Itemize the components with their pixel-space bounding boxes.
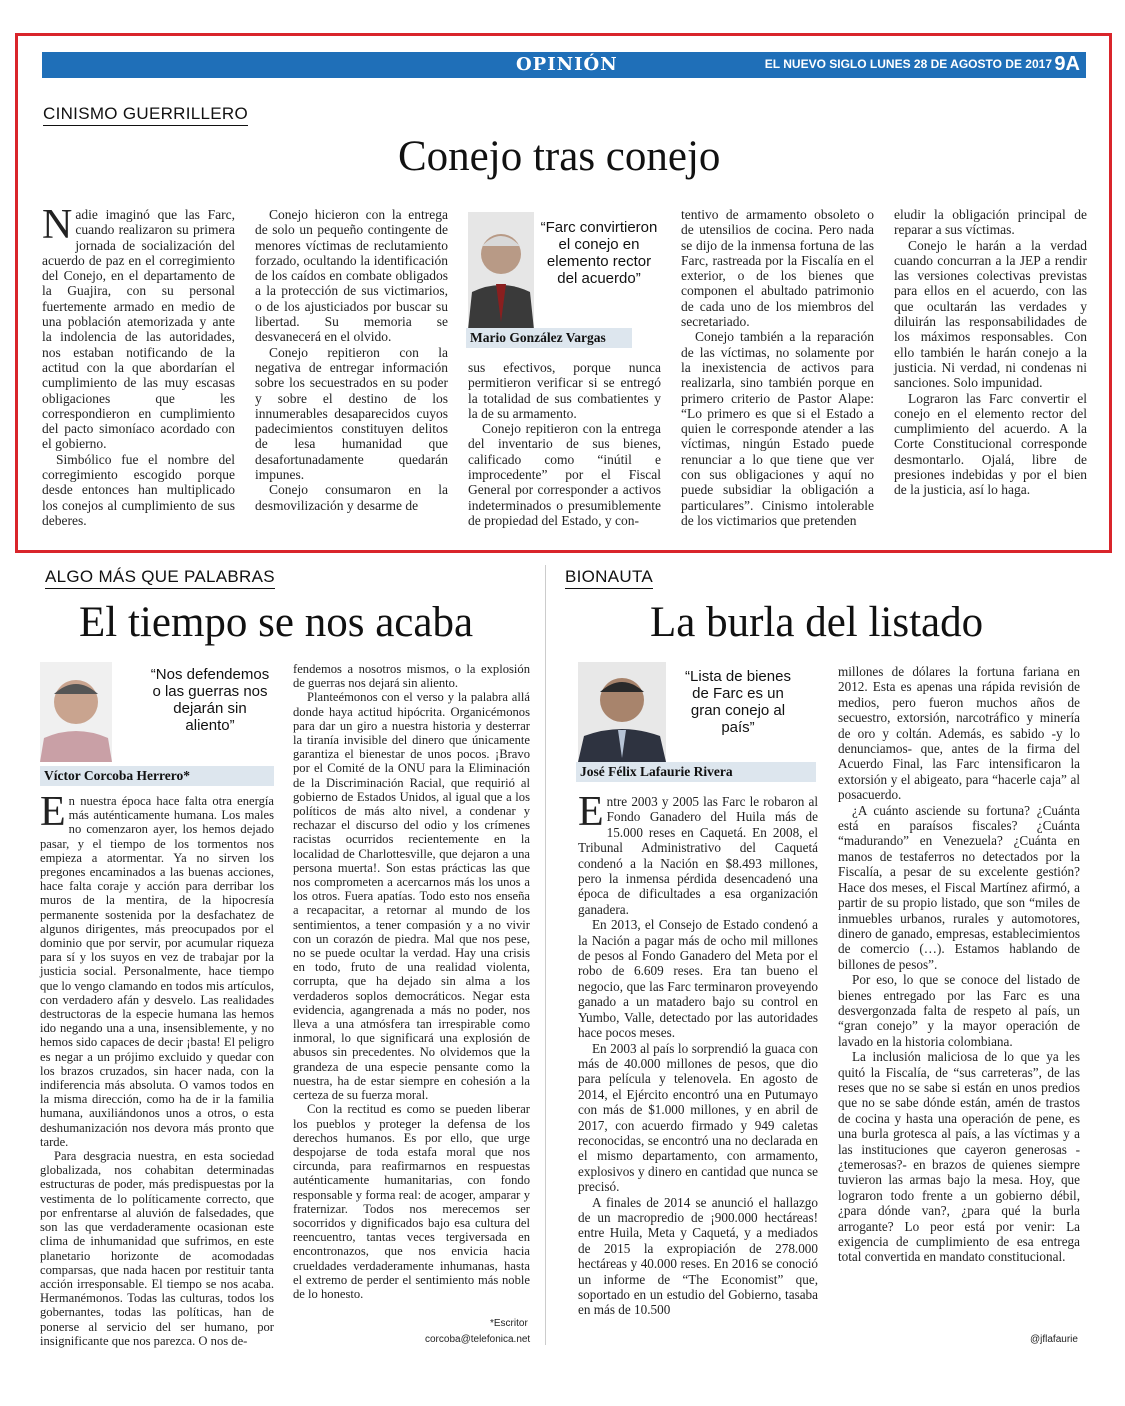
article2-col2: fendemos a nosotros mismos, o la explosión de guerras nos dejará sin aliento. Planteémonos con el verso y la palabra allá donde haya actitud hipócrita. Organicémonos para dar un giro a nuestra historia y desterrar la tiranía invisible del dinero que únicamente garantiza el bienestar de unos pocos. ¡Bravo por el Comité de la ONU para la Eliminación de la Discriminación Racial, que requirió al gobierno de Estados Unidos, al igual que a los políticos de más alto nivel, a condenar y rechazar el discurso del odio y los crímenes racistas ocurridos recientemente en la localidad de Charlottesville, que dejaron a una persona muerta!. Son estas prácticas las que nos comprometen a acercarnos más los unos a los otros. Fuera apatías. Todo esto nos enseña a recapacitar, a retornar al mundo de los sentimientos, a tener compasión y a no vivir con un corazón de piedra. Mal que nos pese, no se puede ocultar la verdad. Hay una crisis en todo, fruto de una realidad violenta, corrupta, que ha dejado sin alma a los verdaderos soplos democráticos. Negar esta evidencia, agangrenada a más no poder, nos lleva a una atmósfera tan irrespirable como inmoral, lo que significará una explosión de abusos sin precedentes. No olvidemos que la grandeza de una especie pensante como la nuestra, ha de estar siempre en cohesión a la certeza de su fuerza moral. Con la rectitud es como se pueden liberar los pueblos y proteger la defensa de los derechos humanos. Es por ello, que urge despojarse de toda estafa moral que nos circunda, para reafirmarnos en respuestas auténticamente humanitarias, con fondo responsable y forma real: de acoger, amparar y fraternizar. Todos nos merecemos ser socorridos y dignificados bajo esa cultura del reencuentro, tantas veces tergiversada en encontronazos, que nos envicia hacia crueldades verdaderamente inhumanas, hasta el extremo de perder el sentimiento más noble de lo honesto. [293, 662, 530, 1301]
article2-section: ALGO MÁS QUE PALABRAS [45, 567, 275, 589]
author-photo [40, 662, 112, 762]
drop-cap: E [40, 789, 66, 835]
article3-section: BIONAUTA [565, 567, 653, 589]
section-label: OPINIÓN [516, 54, 618, 75]
article1-col3: sus efectivos, porque nunca permitieron verificar si se entregó la totalidad de sus combatientes y la de su armamento. Conejo repitieron con la entrega del inventario de sus bienes, calificado como “inútil e improcedente” por el Fiscal General por corresponder a activos indeterminados o presumiblemente de propiedad del Estado, y con- [468, 360, 661, 528]
article2-col1: En nuestra época hace falta otra energía más auténticamente humana. Los males no comenzaron ayer, los hemos dejado pasar, y el tiempo de los tormentos nos empieza a atormentar. Ya no sirven los pregones encaminados a las buenas acciones, hace falta coraje y acción para derribar los muros de la mentira, de la hipocresía permanente sostenida por la desfachatez de algunos dirigentes, más preocupados por el dominio que por servir, por acumular riqueza para sí y los suyos en vez de trabajar por la justicia social. Personalmente, hace tiempo que lo vengo clamando en todos mis artículos, con verdadero afán y desvelo. Las realidades destructoras de la especie humana las hemos ido negando una a una, insensiblemente, y no hemos sido capaces de decir ¡basta! El peligro es negar a un prójimo excluido y quedar con los brazos cruzados, sin hacer nada, con la indiferencia más absoluta. O vamos todos en la misma dirección, como ha de ir la familia humana, auxiliándonos unos a otros, o esta deshumanización nos devora más pronto que tarde. Para desgracia nuestra, en esta sociedad globalizada, nos cohabitan determinadas estructuras de poder, más predispuestas por la vestimenta de lo políticamente correcto, que por enfrentarse al aluvión de falsedades, que son las que verdaderamente ocasionan este clima de inhumanidad que sufrimos, en este planetario horizonte de acomodadas comparsas, que nada hacen por restituir tanta acción irresponsable. El tiempo se nos acaba. Hermanémonos. Todas las culturas, todos los gobernantes, todas las políticas, han de ponerse al servicio del ser humano, por insignificante que nos parezca. O nos de- [40, 789, 274, 1348]
article1-headline: Conejo tras conejo [398, 133, 721, 180]
article3-byline: José Félix Lafaurie Rivera [576, 762, 816, 782]
author-handle[interactable]: @jflafaurie [1030, 1334, 1078, 1345]
article2-headline: El tiempo se nos acaba [79, 599, 474, 646]
article1-quote: “Farc convirtieron el conejo en elemento rector del acuerdo” [540, 219, 658, 287]
author-photo [578, 662, 666, 762]
footnote: *Escritor [490, 1318, 528, 1329]
page-number: 9A [1054, 53, 1080, 75]
article1-col2: Conejo hicieron con la entrega de solo un pequeño contingente de menores víctimas de reclutamiento forzado, ocultando la identificación de los caídos en combate obligados a la protección de sus victimarios, o de los ajusticiados por buscar su libertad. Su memoria se desvanecerá en el olvido. Conejo repitieron con la negativa de entregar información sobre los secuestrados en su poder y sobre el destino de los innumerables desaparecidos cuyos padecimientos constituyen delitos de lesa humanidad que desafortunadamente quedarán impunes. Conejo consumaron en la desmovilización y desarme de [255, 207, 448, 513]
article1-col1: Nadie imaginó que las Farc, cuando realizaron su primera jornada de socialización del acuerdo de paz en el corregimiento del Conejo, en el departamento de la Guajira, con su personal fuertemente armado en medio de una población atemorizada y ante la indolencia de las autoridades, nos estaban notificando de la actitud con la que abordarían el cumplimiento de las muy escasas obligaciones que les correspondieron en cumplimiento del pacto simoníaco acordado con el gobierno. Simbólico fue el nombre del corregimiento escogido porque desde entonces han multiplicado los conejos al cumplimiento de sus deberes. [42, 202, 235, 528]
article3-headline: La burla del listado [650, 599, 984, 646]
author-photo [468, 212, 534, 330]
article1-section: CINISMO GUERRILLERO [43, 104, 248, 126]
column-divider [545, 565, 546, 1345]
drop-cap: N [42, 202, 73, 248]
article3-col2: millones de dólares la fortuna fariana en 2012. Esta es apenas una rápida revisión de medios, pero fueron muchos años de secuestro, extorsión, narcotráfico y minería de oro y coltán. Además, es sabido -y lo denunciamos- que, antes de la firma del Acuerdo Final, las Farc intensificaron la extorsión y el abigeato, para “hacerle caja” al posacuerdo. ¿A cuánto asciende su fortuna? ¿Cuánta está en paraísos fiscales? ¿Cuánta “madurando” en Venezuela? ¿Cuánta en manos de testaferros no detectados por la Fiscalía, a pesar de su excelente gestión? Hace dos meses, el Fiscal Martínez afirmó, a partir de su propio listado, que son “miles de inmuebles urbanos, rurales y automotores, dinero de ganado, empresas, establecimientos de comercio (…). Estamos hablando de billones de pesos”. Por eso, lo que se conoce del listado de bienes entregado por las Farc es una desvergonzada falta de respeto al país, un “gran conejo” y la mayor operación de lavado en la historia colombiana. La inclusión maliciosa de lo que ya les quitó la Fiscalía, de “sus carreteras”, de las reses que no se sabe si están en unos predios que no se sabe dónde están, amén de trastos de cocina y hasta una operación de pene, es una burla grotesca al país, a las víctimas y a las instituciones que cayeron generosas -¿temerosas?- en brazos de quienes siempre tuvieron las armas bajo la mesa. Hoy, que lograron todo frente a un gobierno débil, ¿para dónde van?, ¿para qué la burla arrogante? Lo peor está por venir: La exigencia de cumplimiento de esa entrega total convertida en mandato constitucional. [838, 664, 1080, 1265]
article2-quote: “Nos defendemos o las guerras nos dejarán sin aliento” [150, 666, 270, 734]
article1-byline: Mario González Vargas [466, 328, 632, 348]
newspaper-info: EL NUEVO SIGLO LUNES 28 DE AGOSTO DE 2017 [764, 57, 1052, 71]
author-email[interactable]: corcoba@telefonica.net [425, 1334, 531, 1345]
article3-quote: “Lista de bienes de Farc es un gran conejo al país” [685, 668, 791, 736]
drop-cap: E [578, 789, 604, 835]
article3-col1: Entre 2003 y 2005 las Farc le robaron al Fondo Ganadero del Huila más de 15.000 reses en Caquetá. En 2008, el Tribunal Administrativo del Caquetá condenó a la Nación en $8.493 millones, pero la inmensa pérdida desencadenó una época de dificultades a esa organización ganadera. En 2013, el Consejo de Estado condenó a la Nación a pagar más de ocho mil millones de pesos al Fondo Ganadero del Meta por el robo de 6.609 reses. Era tan bueno el negocio, que las Farc terminaron proveyendo ganado a un matadero bajo su control en Yumbo, Valle, detectado por las autoridades hace pocos meses. En 2003 al país lo sorprendió la guaca con más de 40.000 millones de pesos, que dio para película y telenovela. En agosto de 2014, el Ejército encontró una en Putumayo con más de $1.000 millones, y en abril de 2017, con acuerdo firmado y 949 caletas reconocidas, se encontró una no declarada en el mismo departamento, con armamento, explosivos y dinero en cantidad que nunca se precisó. A finales de 2014 se anunció el hallazgo de un macropredio de ¡900.000 hectáreas! entre Huila, Meta y Caquetá, y a mediados de 2015 la expropiación de 278.000 hectáreas y 40.000 reses. En 2016 se conoció un informe de “The Economist” que, soportado en un estudio del Gobierno, tasaba en más de 10.500 [578, 789, 818, 1318]
article2-byline: Víctor Corcoba Herrero* [40, 766, 274, 786]
article1-col5: eludir la obligación principal de reparar a sus víctimas. Conejo le harán a la verdad cuando concurran a la JEP a rendir las versiones colectivas previstas para ellos en el acuerdo, con las que ocultarán las verdades y diluirán las responsabilidades de los máximos responsables. Con ello también le harán conejo a la justicia. Ni verdad, ni condenas ni sanciones. Solo impunidad. Lograron las Farc convertir el conejo en el elemento rector del cumplimiento del acuerdo. A la Corte Constitucional corresponde desmontarlo. Ojalá, libre de presiones indebidas y por el bien de la justicia, así lo haga. [894, 207, 1087, 498]
article1-col4: tentivo de armamento obsoleto o de utensilios de cocina. Pero nada se dijo de la inmensa fortuna de las Farc, rastreada por la Fiscalía en el exterior, o de los bienes que componen el abultado patrimonio de cada uno de los miembros del secretariado. Conejo también a la reparación de las víctimas, no solamente por la inexistencia de activos para realizarla, sino también porque en primero criterio de Pastor Alape: “Lo primero es que si el Estado a quien le corresponde atender a las víctimas, ningún Estado puede renunciar a lo que tiene que ver con sus obligaciones y aquí no puede subsidiar la obligación a particulares”. Cinismo intolerable de los victimarios que pretenden [681, 207, 874, 528]
